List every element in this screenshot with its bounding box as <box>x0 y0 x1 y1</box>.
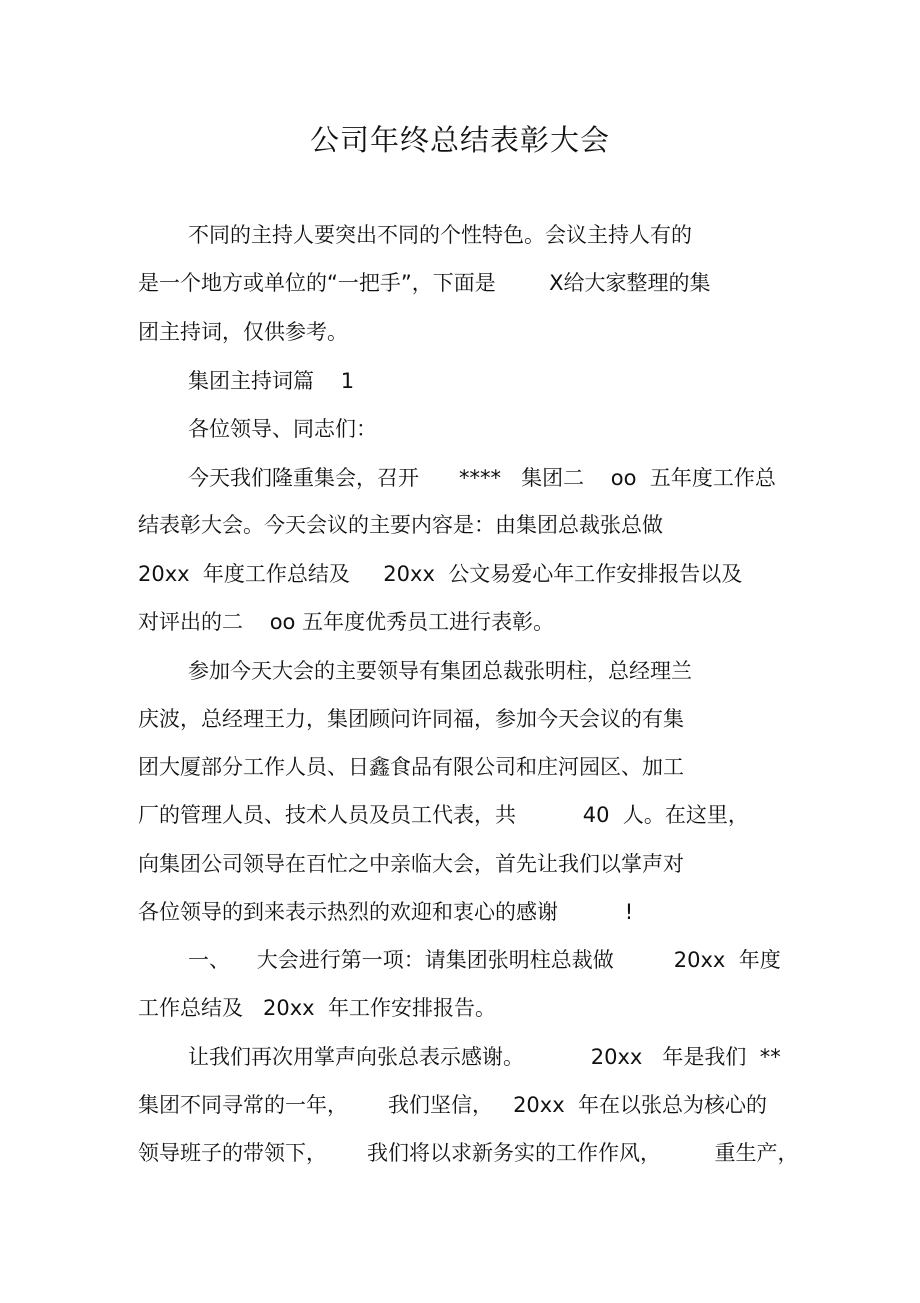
paragraph-line: 团主持词，仅供参考。 <box>138 320 348 344</box>
paragraph-line: 是一个地方或单位的“一把手”，下面是 X给大家整理的集 <box>138 271 711 295</box>
salutation-line: 各位领导、同志们： <box>188 417 377 441</box>
paragraph-line: 向集团公司领导在百忙之中亲临大会，首先让我们以掌声对 <box>138 852 684 876</box>
paragraph-line: 参加今天大会的主要领导有集团总裁张明柱，总经理兰 <box>188 659 692 683</box>
paragraph-line: 团大厦部分工作人员、日鑫食品有限公司和庄河园区、加工 <box>138 755 684 779</box>
paragraph-line: 庆波，总经理王力，集团顾问许同福，参加今天会议的有集 <box>138 707 684 731</box>
paragraph-line: 今天我们隆重集会，召开 **** 集团二 oo 五年度工作总 <box>188 466 776 490</box>
paragraph-line: 不同的主持人要突出不同的个性特色。会议主持人有的 <box>188 223 692 247</box>
agenda-item: 一、 大会进行第一项：请集团张明柱总裁做 20xx 年度 <box>188 948 781 972</box>
paragraph-line: 集团不同寻常的一年， 我们坚信， 20xx 年在以张总为核心的 <box>138 1093 768 1117</box>
paragraph-line: 各位领导的到来表示热烈的欢迎和衷心的感谢 ! <box>138 900 634 924</box>
paragraph-line: 领导班子的带领下， 我们将以求新务实的工作作风， 重生产， <box>138 1141 799 1165</box>
paragraph-line: 工作总结及 20xx 年工作安排报告。 <box>138 996 496 1020</box>
paragraph-line: 结表彰大会。今天会议的主要内容是：由集团总裁张总做 <box>138 513 663 537</box>
section-heading: 集团主持词篇 1 <box>188 369 355 393</box>
paragraph-line: 让我们再次用掌声向张总表示感谢。 20xx 年是我们 ** <box>188 1045 781 1069</box>
paragraph-line: 厂的管理人员、技术人员及员工代表，共 40 人。在这里， <box>138 803 749 827</box>
paragraph-line: 20xx 年度工作总结及 20xx 公文易爱心年工作安排报告以及 <box>138 562 743 586</box>
page-title: 公司年终总结表彰大会 <box>309 123 610 157</box>
paragraph-line: 对评出的二 oo 五年度优秀员工进行表彰。 <box>138 610 555 634</box>
